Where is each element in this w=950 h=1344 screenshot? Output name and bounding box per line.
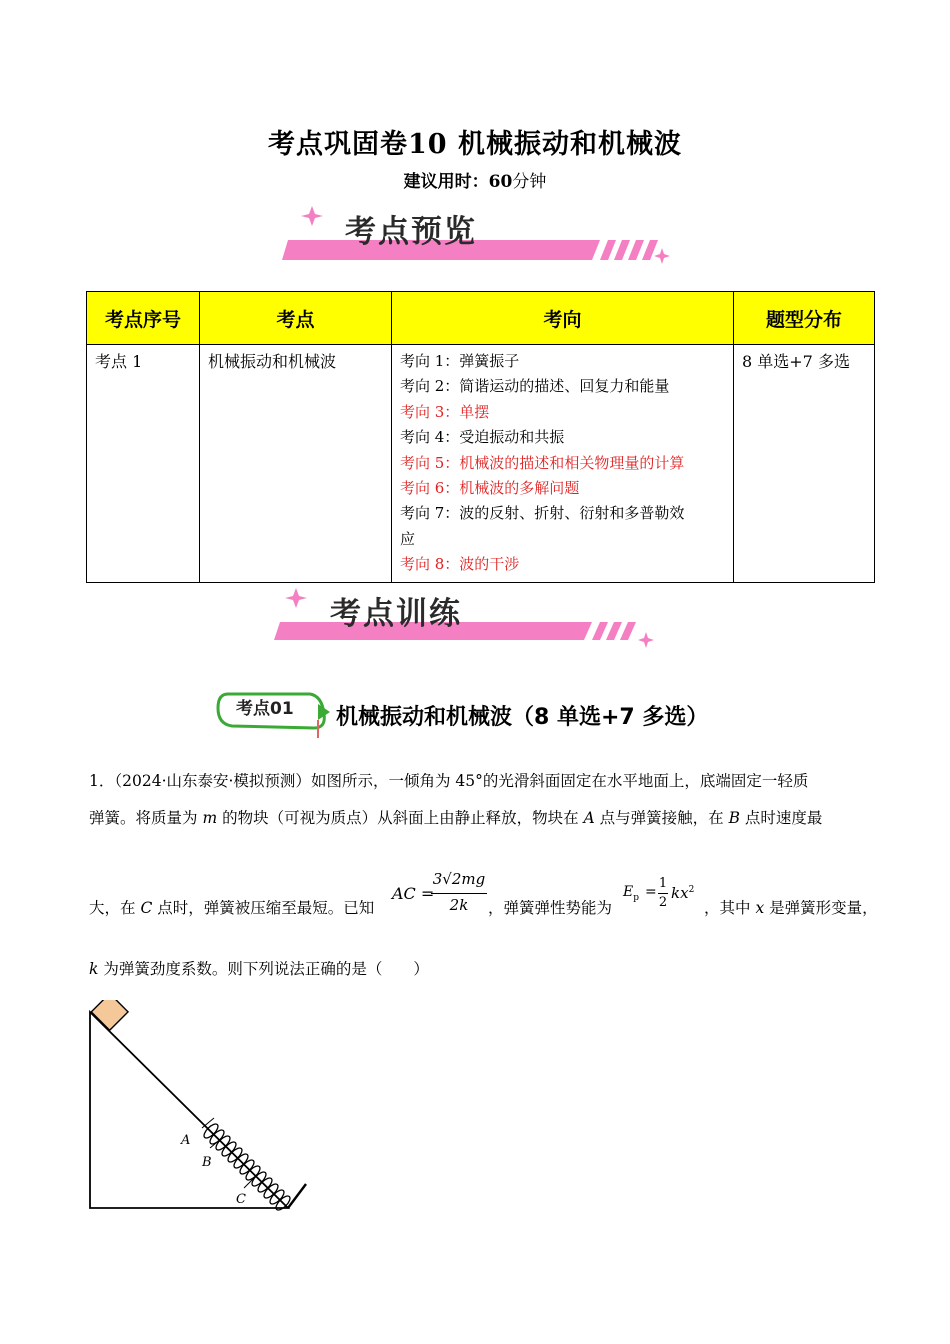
training-banner-label: 考点训练	[330, 596, 462, 632]
formula-ep-lhs	[623, 884, 639, 903]
label-c: C	[236, 1192, 246, 1207]
table-row	[87, 345, 875, 583]
block	[91, 1000, 128, 1030]
var-m: m	[202, 809, 218, 827]
time-label: 建议用时：	[403, 172, 489, 192]
question-text: 的物块（可视为质点）从斜面上由静止释放，物块在	[217, 809, 584, 827]
question-text: 点时，弹簧被压缩至最短。已知	[152, 899, 375, 917]
page-title: 考点巩固卷10 机械振动和机械波	[268, 129, 682, 160]
direction-item: 考向 2：简谐运动的描述、回复力和能量	[400, 377, 670, 396]
var-c: C	[140, 899, 153, 917]
section-heading	[214, 684, 709, 740]
banner-decoration	[262, 586, 682, 656]
direction-item: 应	[400, 529, 416, 548]
direction-item: 考向 6：机械波的多解问题	[400, 479, 580, 498]
header-topic: 考点	[200, 292, 392, 345]
cell-index: 考点 1	[87, 345, 200, 583]
question-text: 点时速度最	[739, 809, 823, 827]
time-unit: 分钟	[512, 172, 547, 192]
direction-item: 考向 8：波的干涉	[400, 555, 520, 574]
incline-figure	[80, 1000, 320, 1220]
spring-stop	[288, 1184, 306, 1208]
incline-triangle	[90, 1012, 288, 1208]
header-distribution: 题型分布	[734, 292, 875, 345]
var-a: A	[583, 809, 595, 827]
question-line-3b: ，弹簧弹性势能为	[488, 899, 613, 917]
table-header-row	[87, 292, 875, 345]
var-b: B	[728, 809, 740, 827]
question-line-2	[89, 806, 869, 830]
overview-banner	[270, 202, 690, 272]
question-line-4	[89, 957, 429, 981]
var-x: x	[755, 899, 765, 917]
question-text: 大，在	[89, 899, 141, 917]
question-text: 是弹簧形变量，	[764, 899, 878, 917]
direction-item: 考向 4：受迫振动和共振	[400, 428, 565, 447]
ep-symbol: E	[623, 884, 634, 900]
suggested-time	[0, 167, 950, 192]
label-b: B	[202, 1155, 212, 1170]
formula-ac-denominator: 2k	[449, 896, 469, 914]
ep-subscript: p	[633, 892, 639, 903]
question-text: 为弹簧劲度系数。则下列说法正确的是（ ）	[98, 960, 429, 978]
banner-decoration	[270, 202, 690, 272]
overview-banner-label: 考点预览	[345, 214, 477, 250]
marker-a	[202, 1118, 214, 1128]
question-number: 1．	[89, 772, 115, 790]
ep-kx: kx	[671, 884, 689, 902]
question-text: 弹簧。将质量为	[89, 809, 203, 827]
overview-table	[86, 291, 875, 583]
formula-ep-num: 1	[658, 876, 668, 891]
var-k: k	[89, 960, 99, 978]
question-line-3c	[704, 896, 878, 920]
question-text: 点与弹簧接触，在	[594, 809, 729, 827]
direction-item: 考向 7：波的反射、折射、衍射和多普勒效	[400, 504, 685, 523]
question-line-3a	[89, 896, 374, 920]
ep-superscript: 2	[688, 885, 695, 895]
formula-ac-bar	[431, 893, 487, 894]
question-text: 如图所示，一倾角为 45°的光滑斜面固定在水平地面上，底端固定一轻质	[310, 772, 809, 790]
question-line-1	[89, 769, 869, 793]
question-source: （2024·山东泰安·模拟预测）	[114, 772, 311, 790]
header-direction: 考向	[392, 292, 734, 345]
formula-ep-bar	[658, 893, 668, 894]
section-title: 机械振动和机械波（8 单选+7 多选）	[336, 705, 709, 730]
formula-ep-rhs	[671, 884, 694, 902]
header-index: 考点序号	[87, 292, 200, 345]
formula-ac-lhs: AC =	[392, 884, 435, 903]
question-text: ，其中	[704, 899, 756, 917]
time-value: 60	[488, 172, 513, 192]
formula-ac-numerator: 3√2mg	[432, 870, 486, 888]
direction-item: 考向 5：机械波的描述和相关物理量的计算	[400, 453, 685, 472]
cell-distribution: 8 单选+7 多选	[734, 345, 875, 583]
cell-topic: 机械振动和机械波	[200, 345, 392, 583]
formula-ep-eq: =	[645, 884, 657, 900]
direction-item: 考向 3：单摆	[400, 402, 490, 421]
section-badge-label: 考点01	[236, 699, 294, 719]
formula-ep-den: 2	[658, 895, 668, 910]
training-banner	[262, 586, 682, 656]
cell-directions	[392, 345, 734, 583]
label-a: A	[181, 1133, 191, 1148]
direction-item: 考向 1：弹簧振子	[400, 352, 520, 370]
